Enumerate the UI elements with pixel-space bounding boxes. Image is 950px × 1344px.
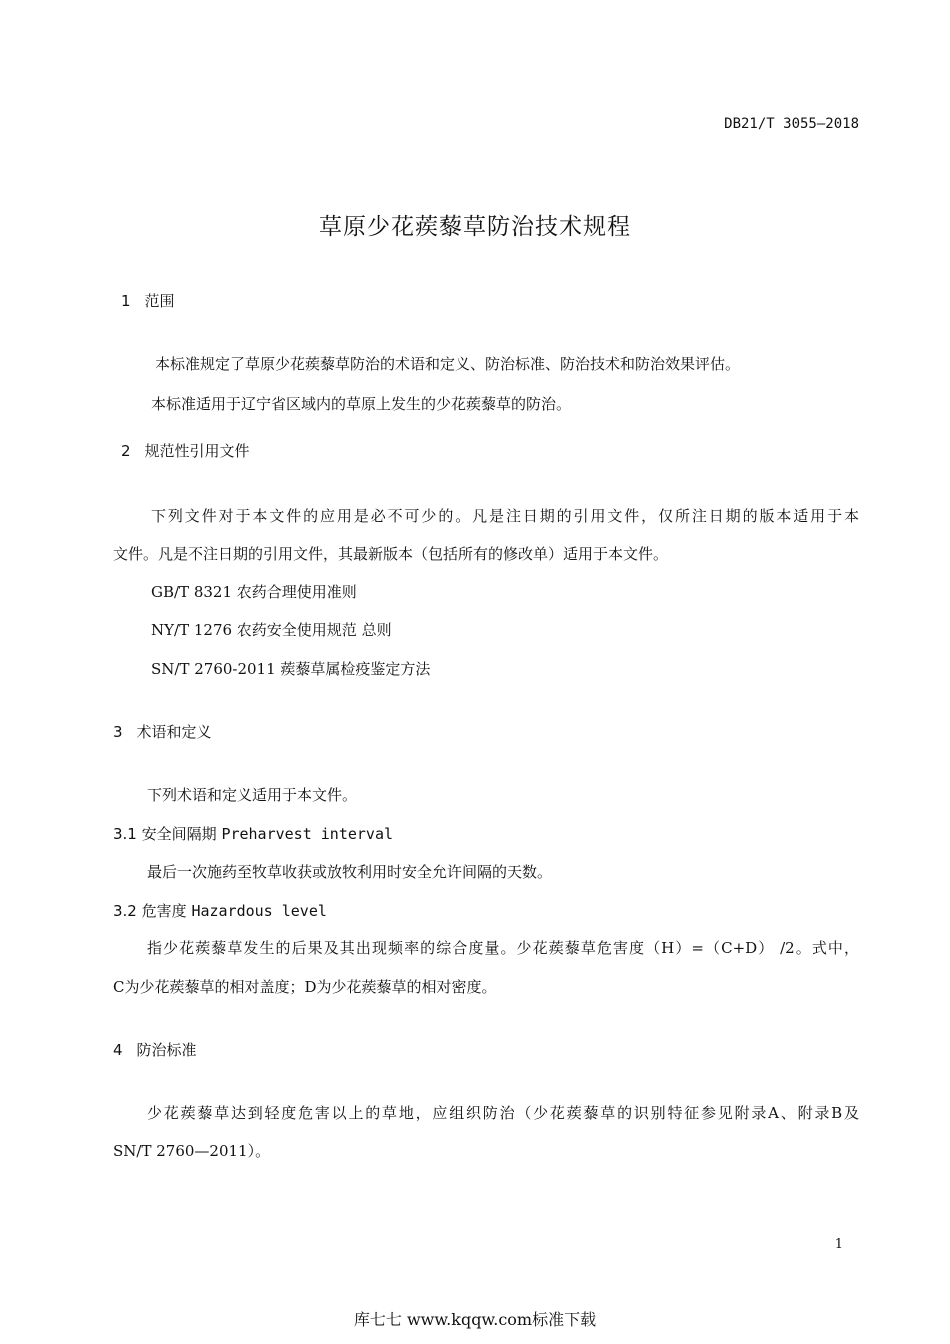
section-1-number: 1 <box>121 292 131 310</box>
section-3-number: 3 <box>113 723 123 741</box>
section-1-title: 范围 <box>144 292 175 310</box>
section-2-number: 2 <box>121 442 131 460</box>
page-number: 1 <box>834 1237 843 1252</box>
section-4-paragraph-line-1: 少花蒺藜草达到轻度危害以上的草地，应组织防治（少花蒺藜草的识别特征参见附录A、附录B及 <box>147 1104 859 1122</box>
term-3-2-heading <box>113 900 327 921</box>
term-3-2-number: 3.2 <box>113 902 137 920</box>
section-3-title: 术语和定义 <box>136 723 212 741</box>
reference-item: GB/T 8321 农药合理使用准则 <box>151 583 357 601</box>
term-3-2-definition-line-1: 指少花蒺藜草发生的后果及其出现频率的综合度量。少花蒺藜草危害度（H）=（C+D） /2。式中， <box>147 939 859 957</box>
term-3-1-definition: 最后一次施药至牧草收获或放牧利用时安全允许间隔的天数。 <box>147 863 553 881</box>
section-2-title: 规范性引用文件 <box>144 442 250 460</box>
section-2-paragraph-line-1: 下列文件对于本文件的应用是必不可少的。凡是注日期的引用文件，仅所注日期的版本适用于本 <box>151 507 859 525</box>
term-3-2-english: Hazardous level <box>191 902 327 920</box>
section-4-heading <box>113 1039 197 1060</box>
term-3-1-heading <box>113 823 393 844</box>
section-2-heading <box>121 440 250 461</box>
reference-item: SN/T 2760-2011 蒺藜草属检疫鉴定方法 <box>151 660 431 678</box>
section-4-number: 4 <box>113 1041 123 1059</box>
term-3-1-english: Preharvest interval <box>221 825 394 843</box>
section-4-paragraph-line-2: SN/T 2760—2011）。 <box>113 1142 271 1160</box>
document-title: 草原少花蒺藜草防治技术规程 <box>319 214 631 240</box>
footer-watermark: 库七七 www.kqqw.com标准下载 <box>353 1310 597 1329</box>
section-2-paragraph-line-2: 文件。凡是不注日期的引用文件，其最新版本（包括所有的修改单）适用于本文件。 <box>113 545 669 563</box>
term-3-2-definition-line-2: C为少花蒺藜草的相对盖度；D为少花蒺藜草的相对密度。 <box>113 978 497 996</box>
section-3-heading <box>113 721 212 742</box>
term-3-1-number: 3.1 <box>113 825 137 843</box>
reference-item: NY/T 1276 农药安全使用规范 总则 <box>151 621 392 639</box>
section-1-heading <box>121 290 175 311</box>
term-3-1-chinese: 安全间隔期 <box>141 825 217 843</box>
term-3-2-chinese: 危害度 <box>141 902 187 920</box>
section-3-paragraph-1: 下列术语和定义适用于本文件。 <box>147 786 358 804</box>
document-code: DB21/T 3055—2018 <box>724 116 859 132</box>
section-4-title: 防治标准 <box>136 1041 197 1059</box>
section-1-paragraph-2: 本标准适用于辽宁省区域内的草原上发生的少花蒺藜草的防治。 <box>151 395 572 413</box>
section-1-paragraph-1: 本标准规定了草原少花蒺藜草防治的术语和定义、防治标准、防治技术和防治效果评估。 <box>155 355 741 373</box>
